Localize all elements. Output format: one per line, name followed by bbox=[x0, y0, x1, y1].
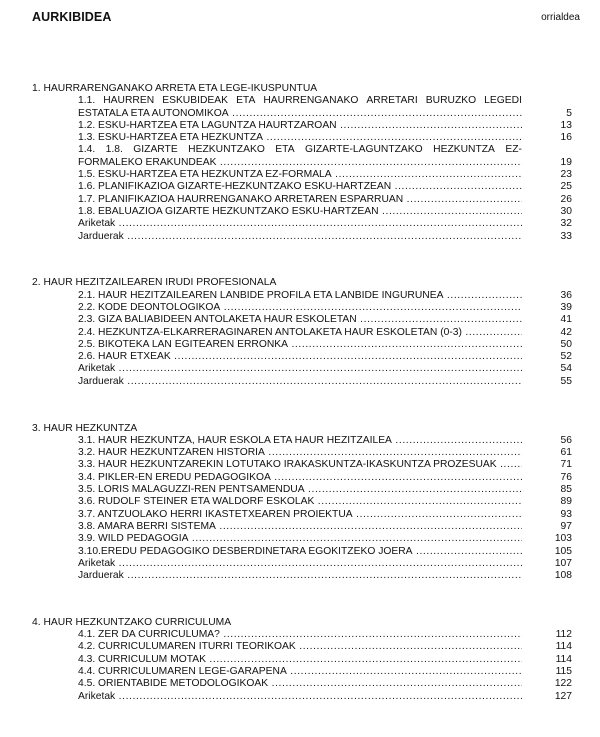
entry-word: ETA bbox=[275, 144, 295, 156]
entry-page-number: 33 bbox=[560, 230, 572, 242]
toc-entry[interactable] bbox=[78, 691, 572, 703]
entry-word: GIZARTE-LAGUNTZAKO bbox=[305, 144, 423, 156]
toc-entry[interactable] bbox=[78, 459, 572, 471]
entry-title: 2.5. BIKOTEKA LAN EGITEAREN ERRONKA ..... bbox=[78, 339, 522, 351]
toc-entry[interactable] bbox=[78, 484, 572, 496]
entry-title-line bbox=[78, 95, 522, 107]
toc-entry[interactable] bbox=[78, 120, 572, 132]
entry-page-number: 127 bbox=[554, 690, 572, 702]
toc-section bbox=[32, 617, 572, 703]
entry-page-number: 107 bbox=[554, 557, 572, 569]
entry-title: 4.3. CURRICULUM MOTAK ..... bbox=[78, 654, 522, 666]
entry-title: 3.5. LORIS MALAGUZZI-REN PENTSAMENDUA ..... bbox=[78, 484, 522, 496]
toc-entry[interactable] bbox=[78, 231, 572, 243]
entry-title: 1.8. EBALUAZIOA GIZARTE HEZKUNTZAKO ESKU-HARTZEAN ..... bbox=[78, 206, 522, 218]
toc-entry[interactable] bbox=[78, 132, 572, 144]
page-column-label: orrialdea bbox=[541, 12, 580, 23]
entry-page-number: 30 bbox=[560, 205, 572, 217]
toc-entry[interactable] bbox=[78, 435, 572, 447]
entry-page-number: 89 bbox=[560, 496, 572, 508]
entry-page-number: 105 bbox=[554, 545, 572, 557]
entry-title: 2.1. HAUR HEZITZAILEAREN LANBIDE PROFILA ETA LANBIDE INGURUNEA ..... bbox=[78, 290, 522, 302]
section-title[interactable]: 4. HAUR HEZKUNTZAKO CURRICULUMA bbox=[32, 616, 232, 628]
document-title: AURKIBIDEA bbox=[32, 10, 112, 24]
entry-title: 1.7. PLANIFIKAZIOA HAURRENGANAKO ARRETAREN ESPARRUAN ..... bbox=[78, 194, 522, 206]
entry-title: 4.4. CURRICULUMAREN LEGE-GARAPENA ..... bbox=[78, 666, 522, 678]
entry-title: 1.5. ESKU-HARTZEA ETA HEZKUNTZA EZ-FORMALA ..... bbox=[78, 169, 522, 181]
entry-page-number: 5 bbox=[566, 107, 572, 119]
entry-page-number: 93 bbox=[560, 508, 572, 520]
entry-page-number: 122 bbox=[554, 678, 572, 690]
toc-entry[interactable] bbox=[78, 472, 572, 484]
toc-entry[interactable] bbox=[78, 654, 572, 666]
toc-entry[interactable] bbox=[78, 95, 572, 120]
toc-entry[interactable] bbox=[78, 629, 572, 641]
table-of-contents bbox=[32, 83, 572, 737]
section-title[interactable]: 2. HAUR HEZITZAILEAREN IRUDI PROFESIONALA bbox=[32, 277, 277, 289]
toc-entry[interactable] bbox=[78, 509, 572, 521]
entry-page-number: 56 bbox=[560, 434, 572, 446]
entry-page-number: 52 bbox=[560, 351, 572, 363]
entry-word: GIZARTE bbox=[133, 144, 178, 156]
entry-title: ESTATALA ETA AUTONOMIKOA ..... bbox=[78, 108, 522, 120]
entry-title: 4.2. CURRICULUMAREN ITURRI TEORIKOAK ..... bbox=[78, 641, 522, 653]
entry-page-number: 25 bbox=[560, 181, 572, 193]
entry-title: Ariketak ..... bbox=[78, 558, 522, 570]
entry-page-number: 55 bbox=[560, 375, 572, 387]
toc-entry[interactable] bbox=[78, 144, 572, 169]
toc-entry[interactable] bbox=[78, 558, 572, 570]
entry-word: 1.8. bbox=[105, 144, 123, 156]
entry-title: 3.3. HAUR HEZKUNTZAREKIN LOTUTAKO IRAKASKUNTZA-IKASKUNTZA PROZESUAK ..... bbox=[78, 459, 522, 471]
entry-page-number: 97 bbox=[560, 520, 572, 532]
toc-entry[interactable] bbox=[78, 521, 572, 533]
toc-entry[interactable] bbox=[78, 570, 572, 582]
entry-title: 4.5. ORIENTABIDE METODOLOGIKOAK ..... bbox=[78, 678, 522, 690]
entry-title: Ariketak ..... bbox=[78, 691, 522, 703]
entry-word: HEZKUNTZAKO bbox=[188, 144, 265, 156]
toc-entry[interactable] bbox=[78, 363, 572, 375]
entry-page-number: 32 bbox=[560, 218, 572, 230]
entry-page-number: 16 bbox=[560, 132, 572, 144]
toc-section bbox=[32, 423, 572, 583]
toc-entry[interactable] bbox=[78, 206, 572, 218]
entry-title: 3.7. ANTZUOLAKO HERRI IKASTETXEAREN PROIEKTUA ..... bbox=[78, 509, 522, 521]
entry-title: 3.1. HAUR HEZKUNTZA, HAUR ESKOLA ETA HAUR HEZITZAILEA ..... bbox=[78, 435, 522, 447]
entry-title: 1.3. ESKU-HARTZEA ETA HEZKUNTZA ..... bbox=[78, 132, 522, 144]
entry-title: 1.2. ESKU-HARTZEA ETA LAGUNTZA HAURTZAROAN ..... bbox=[78, 120, 522, 132]
entry-page-number: 41 bbox=[560, 314, 572, 326]
entry-word: 1.1. bbox=[78, 95, 96, 107]
entry-page-number: 50 bbox=[560, 338, 572, 350]
entry-page-number: 39 bbox=[560, 301, 572, 313]
entry-page-number: 108 bbox=[554, 570, 572, 582]
toc-entry[interactable] bbox=[78, 678, 572, 690]
entry-title: 3.10.EREDU PEDAGOGIKO DESBERDINETARA EGOKITZEKO JOERA ..... bbox=[78, 546, 522, 558]
entry-word: 1.4. bbox=[78, 144, 96, 156]
entry-page-number: 103 bbox=[554, 533, 572, 545]
entry-title: 3.4. PIKLER-EN EREDU PEDAGOGIKOA ..... bbox=[78, 472, 522, 484]
toc-entry[interactable] bbox=[78, 302, 572, 314]
entry-word: ARRETARI bbox=[366, 95, 418, 107]
entry-page-number: 112 bbox=[555, 629, 572, 641]
entry-word: BURUZKO bbox=[425, 95, 477, 107]
entry-title: FORMALEKO ERAKUNDEAK ..... bbox=[78, 157, 522, 169]
toc-entry[interactable] bbox=[78, 351, 572, 363]
entry-word: EZ- bbox=[505, 144, 522, 156]
entry-title: 2.4. HEZKUNTZA-ELKARRERAGINAREN ANTOLAKETA HAUR ESKOLETAN (0-3) ..... bbox=[78, 327, 522, 339]
toc-entry[interactable] bbox=[78, 181, 572, 193]
entry-page-number: 19 bbox=[560, 156, 572, 168]
entry-word: HAURRENGANAKO bbox=[263, 95, 359, 107]
entry-title: 3.8. AMARA BERRI SISTEMA ..... bbox=[78, 521, 522, 533]
entry-page-number: 114 bbox=[555, 641, 572, 653]
entry-page-number: 54 bbox=[560, 363, 572, 375]
entry-title: 1.6. PLANIFIKAZIOA GIZARTE-HEZKUNTZAKO ESKU-HARTZEAN ..... bbox=[78, 181, 522, 193]
toc-entry[interactable] bbox=[78, 666, 572, 678]
entry-title: Jarduerak ..... bbox=[78, 570, 522, 582]
section-title[interactable]: 1. HAURRARENGANAKO ARRETA ETA LEGE-IKUSPUNTUA bbox=[32, 83, 318, 94]
entry-page-number: 85 bbox=[560, 484, 572, 496]
entry-title: 3.2. HAUR HEZKUNTZAREN HISTORIA ..... bbox=[78, 447, 522, 459]
entry-title: 2.2. KODE DEONTOLOGIKOA ..... bbox=[78, 302, 522, 314]
entry-word: HEZKUNTZA bbox=[433, 144, 495, 156]
toc-section bbox=[32, 83, 572, 243]
entry-title: 3.6. RUDOLF STEINER ETA WALDORF ESKOLAK ..... bbox=[78, 496, 522, 508]
entry-page-number: 23 bbox=[560, 169, 572, 181]
toc-entry[interactable] bbox=[78, 339, 572, 351]
entry-title-line bbox=[78, 144, 522, 156]
entry-word: ETA bbox=[236, 95, 256, 107]
entry-page-number: 36 bbox=[560, 289, 572, 301]
toc-entry[interactable] bbox=[78, 546, 572, 558]
entry-title: Ariketak ..... bbox=[78, 218, 522, 230]
entry-page-number: 76 bbox=[560, 471, 572, 483]
entry-word: HAURREN bbox=[103, 95, 155, 107]
toc-entry[interactable] bbox=[78, 169, 572, 181]
entry-page-number: 26 bbox=[560, 193, 572, 205]
toc-entry[interactable] bbox=[78, 533, 572, 545]
toc-entry[interactable] bbox=[78, 194, 572, 206]
section-title[interactable]: 3. HAUR HEZKUNTZA bbox=[32, 422, 138, 434]
toc-entry[interactable] bbox=[78, 290, 572, 302]
entry-page-number: 42 bbox=[560, 326, 572, 338]
entry-title: 2.3. GIZA BALIABIDEEN ANTOLAKETA HAUR ESKOLETAN ..... bbox=[78, 314, 522, 326]
entry-page-number: 13 bbox=[560, 119, 572, 131]
entry-title: 2.6. HAUR ETXEAK ..... bbox=[78, 351, 522, 363]
toc-entry[interactable] bbox=[78, 314, 572, 326]
toc-entry[interactable] bbox=[78, 327, 572, 339]
entry-page-number: 115 bbox=[555, 666, 572, 678]
entry-page-number: 71 bbox=[560, 459, 572, 471]
entry-word: LEGEDI bbox=[484, 95, 522, 107]
entry-page-number: 61 bbox=[560, 447, 572, 459]
entry-page-number: 114 bbox=[555, 653, 572, 665]
entry-title: Jarduerak ..... bbox=[78, 376, 522, 388]
toc-entry[interactable] bbox=[78, 496, 572, 508]
toc-entry[interactable] bbox=[78, 641, 572, 653]
entry-title: 3.9. WILD PEDAGOGIA ..... bbox=[78, 533, 522, 545]
toc-entry[interactable] bbox=[78, 447, 572, 459]
toc-entry[interactable] bbox=[78, 376, 572, 388]
entry-word: ESKUBIDEAK bbox=[162, 95, 229, 107]
toc-entry[interactable] bbox=[78, 218, 572, 230]
entry-title: Jarduerak ..... bbox=[78, 231, 522, 243]
entry-title: Ariketak ..... bbox=[78, 363, 522, 375]
entry-title: 4.1. ZER DA CURRICULUMA? ..... bbox=[78, 629, 522, 641]
toc-section bbox=[32, 277, 572, 388]
